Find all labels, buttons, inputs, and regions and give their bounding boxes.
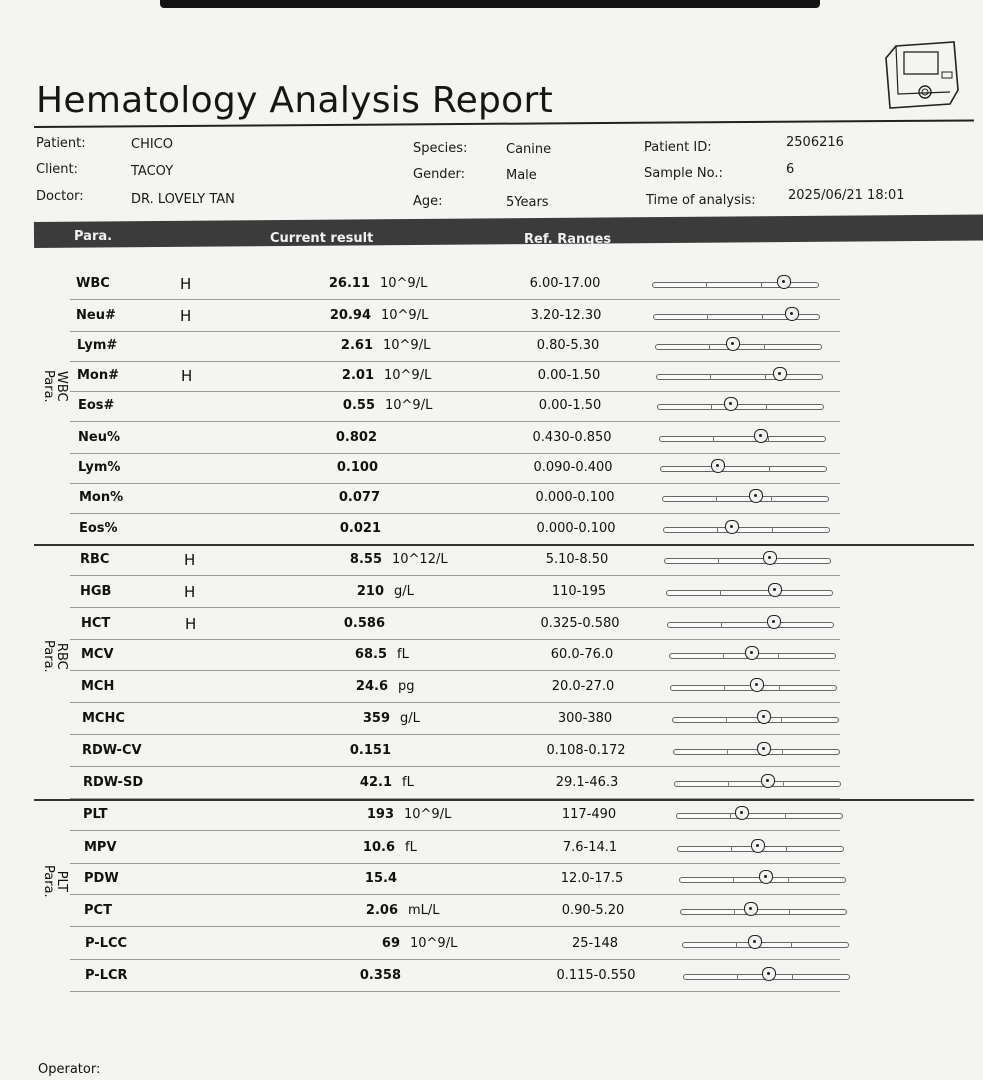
gauge-track	[672, 717, 839, 723]
ref-range: 0.000-0.100	[535, 490, 615, 505]
section-label-2: PLT Para.	[41, 865, 69, 898]
sample-no-label: Sample No.:	[644, 166, 723, 181]
gauge-track	[682, 942, 849, 948]
flag-indicator: H	[184, 583, 196, 601]
gauge-tick	[765, 374, 766, 380]
ref-range: 5.10-8.50	[545, 552, 609, 567]
gauge-track	[680, 909, 847, 915]
param-name: WBC	[76, 276, 110, 291]
unit-label: fL	[402, 775, 414, 790]
range-gauge	[664, 558, 829, 564]
gauge-track	[662, 496, 829, 502]
doctor-value: DR. LOVELY TAN	[131, 192, 235, 207]
section-label-0: WBC Para.	[41, 370, 69, 403]
range-gauge	[656, 374, 821, 380]
table-row	[0, 769, 983, 799]
gauge-track	[663, 527, 830, 533]
section-label-1: RBC Para.	[41, 640, 69, 673]
row-divider	[70, 830, 840, 831]
param-name: Eos#	[78, 398, 115, 413]
range-gauge	[677, 846, 842, 852]
result-value: 24.6	[355, 679, 388, 694]
row-divider	[70, 863, 840, 864]
result-value: 0.077	[338, 490, 380, 505]
result-value: 0.021	[339, 521, 381, 536]
species-label: Species:	[413, 141, 468, 156]
gauge-track	[666, 590, 833, 596]
param-name: RBC	[80, 552, 110, 567]
gauge-marker-icon	[748, 935, 762, 949]
gauge-track	[664, 558, 831, 564]
operator-label: Operator:	[38, 1062, 101, 1077]
range-gauge	[680, 909, 845, 915]
gauge-tick	[778, 653, 779, 659]
table-row	[0, 515, 983, 545]
ref-range: 7.6-14.1	[562, 840, 618, 855]
range-gauge	[676, 813, 841, 819]
gauge-tick	[779, 685, 780, 691]
gauge-tick	[706, 282, 707, 288]
row-divider	[70, 926, 840, 927]
row-divider	[70, 575, 840, 576]
gauge-track	[659, 436, 826, 442]
gauge-tick	[716, 496, 717, 502]
range-gauge	[667, 622, 832, 628]
gauge-track	[656, 374, 823, 380]
ref-range: 25-148	[571, 936, 619, 951]
result-value: 0.151	[349, 743, 391, 758]
header-current-result: Current result	[270, 231, 374, 246]
ref-range: 0.00-1.50	[537, 368, 601, 383]
gauge-marker-icon	[777, 275, 791, 289]
gauge-tick	[728, 781, 729, 787]
range-gauge	[653, 314, 818, 320]
range-gauge	[657, 404, 822, 410]
gauge-marker-icon	[711, 459, 725, 473]
ref-range: 3.20-12.30	[530, 308, 602, 323]
result-value: 68.5	[354, 647, 387, 662]
param-name: Neu#	[76, 308, 116, 323]
gauge-tick	[783, 781, 784, 787]
gauge-marker-icon	[751, 839, 765, 853]
ref-range: 6.00-17.00	[529, 276, 601, 291]
gauge-tick	[717, 527, 718, 533]
unit-label: 10^9/L	[404, 807, 452, 822]
range-gauge	[674, 781, 839, 787]
gauge-tick	[733, 877, 734, 883]
range-gauge	[679, 877, 844, 883]
flag-indicator: H	[181, 367, 193, 385]
time-value: 2025/06/21 18:01	[788, 188, 905, 203]
gauge-tick	[769, 466, 770, 472]
gauge-track	[657, 404, 824, 410]
range-gauge	[669, 653, 834, 659]
param-name: MPV	[84, 840, 117, 855]
ref-range: 0.430-0.850	[532, 430, 612, 445]
range-gauge	[660, 466, 825, 472]
gauge-tick	[791, 942, 792, 948]
table-row	[0, 737, 983, 767]
unit-label: 10^9/L	[385, 398, 433, 413]
gender-label: Gender:	[413, 167, 466, 182]
row-divider	[70, 991, 840, 992]
gauge-tick	[730, 813, 731, 819]
gauge-marker-icon	[761, 774, 775, 788]
gauge-tick	[718, 558, 719, 564]
table-row	[0, 484, 983, 514]
age-value: 5Years	[506, 195, 549, 210]
gauge-tick	[772, 527, 773, 533]
result-value: 359	[362, 711, 390, 726]
gauge-track	[660, 466, 827, 472]
result-value: 26.11	[328, 276, 370, 291]
result-value: 15.4	[364, 871, 397, 886]
result-value: 193	[366, 807, 394, 822]
param-name: Lym%	[78, 460, 121, 475]
gauge-tick	[785, 813, 786, 819]
gender-value: Male	[506, 168, 537, 183]
gauge-tick	[721, 622, 722, 628]
gauge-tick	[781, 717, 782, 723]
gauge-tick	[786, 846, 787, 852]
param-name: HGB	[80, 584, 112, 599]
param-name: RDW-CV	[82, 743, 142, 758]
analyzer-device-icon	[880, 38, 962, 112]
patient-id-value: 2506216	[786, 135, 844, 150]
range-gauge	[663, 527, 828, 533]
gauge-tick	[724, 685, 725, 691]
result-value: 8.55	[349, 552, 382, 567]
result-value: 210	[356, 584, 384, 599]
table-row	[0, 801, 983, 831]
gauge-marker-icon	[744, 902, 758, 916]
flag-indicator: H	[180, 307, 192, 325]
result-value: 2.61	[340, 338, 373, 353]
param-name: MCHC	[82, 711, 125, 726]
gauge-tick	[792, 974, 793, 980]
gauge-tick	[720, 590, 721, 596]
table-row	[0, 578, 983, 608]
flag-indicator: H	[184, 551, 196, 569]
gauge-tick	[736, 942, 737, 948]
range-gauge	[670, 685, 835, 691]
gauge-marker-icon	[749, 489, 763, 503]
flag-indicator: H	[180, 275, 192, 293]
gauge-marker-icon	[763, 551, 777, 565]
unit-label: 10^9/L	[381, 308, 429, 323]
patient-label: Patient:	[36, 136, 86, 151]
gauge-marker-icon	[762, 967, 776, 981]
table-row	[0, 930, 983, 960]
table-row	[0, 610, 983, 640]
param-name: Neu%	[78, 430, 120, 445]
unit-label: 10^9/L	[380, 276, 428, 291]
ref-range: 60.0-76.0	[550, 647, 614, 662]
gauge-marker-icon	[726, 337, 740, 351]
param-name: MCV	[81, 647, 114, 662]
result-value: 20.94	[329, 308, 371, 323]
range-gauge	[672, 717, 837, 723]
param-name: RDW-SD	[83, 775, 144, 790]
unit-label: mL/L	[408, 903, 440, 918]
result-value: 0.55	[342, 398, 375, 413]
gauge-tick	[761, 282, 762, 288]
table-row	[0, 362, 983, 392]
ref-range: 0.00-1.50	[538, 398, 602, 413]
table-row	[0, 392, 983, 422]
unit-label: 10^9/L	[383, 338, 431, 353]
ref-range: 0.80-5.30	[536, 338, 600, 353]
range-gauge	[683, 974, 848, 980]
result-value: 0.802	[335, 430, 377, 445]
range-gauge	[655, 344, 820, 350]
gauge-tick	[711, 404, 712, 410]
row-divider	[70, 639, 840, 640]
gauge-marker-icon	[735, 806, 749, 820]
unit-label: 10^9/L	[384, 368, 432, 383]
gauge-tick	[727, 749, 728, 755]
ref-range: 12.0-17.5	[560, 871, 624, 886]
age-label: Age:	[413, 194, 443, 209]
ref-range: 20.0-27.0	[551, 679, 615, 694]
unit-label: pg	[398, 679, 415, 694]
table-row	[0, 302, 983, 332]
result-value: 69	[381, 936, 400, 951]
ref-range: 0.108-0.172	[546, 743, 626, 758]
table-row	[0, 546, 983, 576]
param-name: P-LCR	[85, 968, 128, 983]
gauge-tick	[726, 717, 727, 723]
report-title: Hematology Analysis Report	[36, 80, 554, 121]
gauge-track	[652, 282, 819, 288]
gauge-tick	[782, 749, 783, 755]
range-gauge	[662, 496, 827, 502]
gauge-tick	[734, 909, 735, 915]
ref-range: 0.90-5.20	[561, 903, 625, 918]
row-divider	[70, 702, 840, 703]
gauge-tick	[713, 436, 714, 442]
header-ref-ranges: Ref. Ranges	[524, 232, 612, 247]
row-divider	[70, 299, 840, 300]
gauge-marker-icon	[745, 646, 759, 660]
row-divider	[70, 607, 840, 608]
range-gauge	[659, 436, 824, 442]
row-divider	[70, 894, 840, 895]
row-divider	[70, 421, 840, 422]
patient-id-label: Patient ID:	[644, 140, 712, 155]
gauge-marker-icon	[773, 367, 787, 381]
range-gauge	[682, 942, 847, 948]
ref-range: 0.000-0.100	[536, 521, 616, 536]
param-name: Mon#	[77, 368, 120, 383]
client-value: TACOY	[131, 164, 174, 179]
param-name: PLT	[83, 807, 108, 822]
gauge-tick	[709, 344, 710, 350]
row-divider	[70, 670, 840, 671]
gauge-tick	[789, 909, 790, 915]
ref-range: 0.325-0.580	[540, 616, 620, 631]
gauge-marker-icon	[768, 583, 782, 597]
unit-label: 10^9/L	[410, 936, 458, 951]
gauge-track	[674, 781, 841, 787]
range-gauge	[652, 282, 817, 288]
ref-range: 110-195	[551, 584, 607, 599]
result-value: 0.586	[343, 616, 385, 631]
table-row	[0, 673, 983, 703]
doctor-label: Doctor:	[36, 189, 84, 204]
gauge-tick	[788, 877, 789, 883]
gauge-tick	[762, 314, 763, 320]
ref-range: 117-490	[561, 807, 617, 822]
gauge-tick	[707, 314, 708, 320]
result-value: 0.358	[359, 968, 401, 983]
row-divider	[70, 959, 840, 960]
range-gauge	[673, 749, 838, 755]
result-value: 42.1	[359, 775, 392, 790]
param-name: Eos%	[79, 521, 118, 536]
gauge-tick	[723, 653, 724, 659]
table-row	[0, 454, 983, 484]
table-row	[0, 705, 983, 735]
table-row	[0, 641, 983, 671]
table-header-band	[34, 215, 983, 248]
client-label: Client:	[36, 162, 79, 177]
header-para: Para.	[74, 229, 113, 244]
result-value: 0.100	[336, 460, 378, 475]
flag-indicator: H	[185, 615, 197, 633]
row-divider	[70, 734, 840, 735]
ref-range: 300-380	[557, 711, 613, 726]
table-row	[0, 424, 983, 454]
param-name: HCT	[81, 616, 111, 631]
param-name: MCH	[81, 679, 115, 694]
gauge-tick	[766, 404, 767, 410]
gauge-tick	[731, 846, 732, 852]
table-row	[0, 897, 983, 927]
gauge-tick	[771, 496, 772, 502]
unit-label: g/L	[400, 711, 420, 726]
ref-range: 29.1-46.3	[555, 775, 619, 790]
result-value: 2.01	[341, 368, 374, 383]
table-row	[0, 962, 983, 992]
gauge-tick	[764, 344, 765, 350]
sample-no-value: 6	[786, 162, 795, 177]
ref-range: 0.115-0.550	[556, 968, 636, 983]
param-name: PCT	[84, 903, 112, 918]
table-row	[0, 834, 983, 864]
top-edge-bar	[160, 0, 820, 8]
patient-value: CHICO	[131, 137, 173, 152]
param-name: Mon%	[79, 490, 124, 505]
gauge-tick	[768, 436, 769, 442]
table-row	[0, 332, 983, 362]
unit-label: fL	[397, 647, 409, 662]
gauge-track	[676, 813, 843, 819]
gauge-marker-icon	[785, 307, 799, 321]
param-name: PDW	[84, 871, 119, 886]
species-value: Canine	[506, 142, 552, 157]
row-divider	[70, 766, 840, 767]
result-value: 2.06	[365, 903, 398, 918]
gauge-tick	[710, 374, 711, 380]
gauge-tick	[737, 974, 738, 980]
gauge-marker-icon	[757, 742, 771, 756]
ref-range: 0.090-0.400	[533, 460, 613, 475]
row-divider	[70, 513, 840, 514]
param-name: P-LCC	[85, 936, 128, 951]
table-row	[0, 270, 983, 300]
time-label: Time of analysis:	[646, 193, 756, 208]
unit-label: g/L	[394, 584, 414, 599]
range-gauge	[666, 590, 831, 596]
param-name: Lym#	[77, 338, 118, 353]
unit-label: fL	[405, 840, 417, 855]
unit-label: 10^12/L	[392, 552, 448, 567]
result-value: 10.6	[362, 840, 395, 855]
gauge-track	[667, 622, 834, 628]
table-row	[0, 865, 983, 895]
